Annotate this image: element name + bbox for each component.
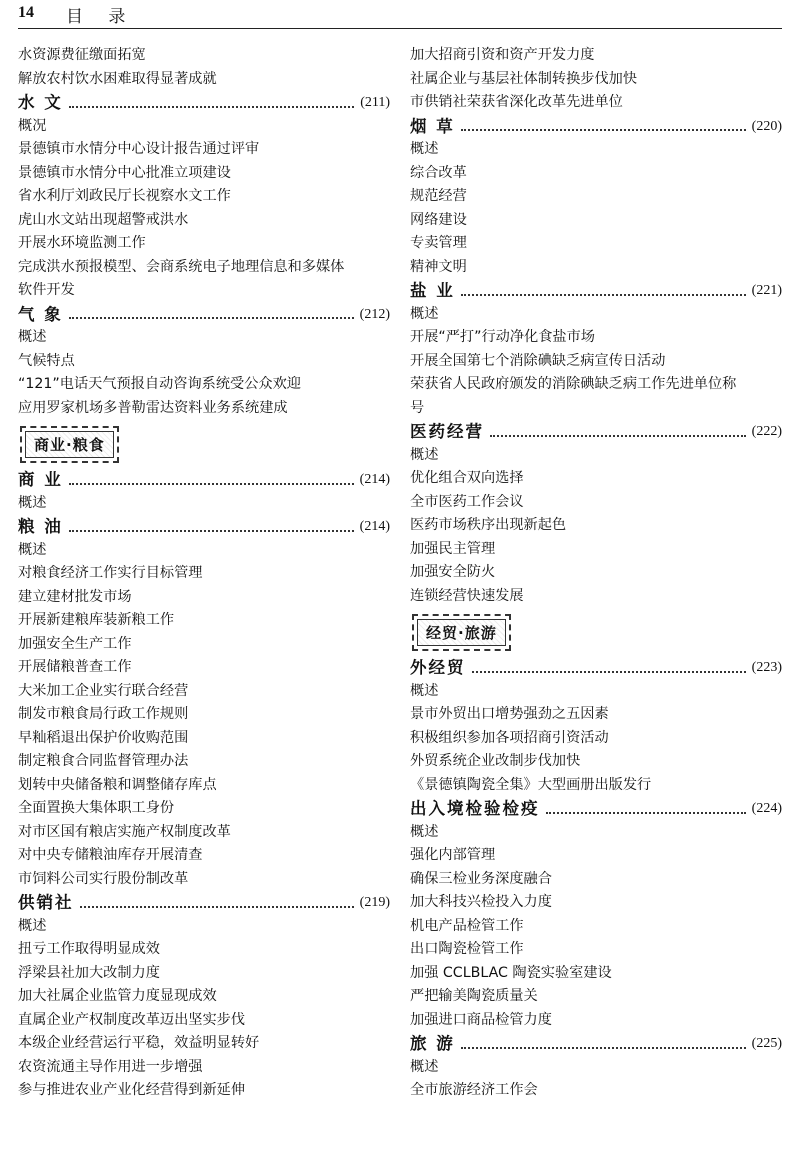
toc-entry: 软件开发 (18, 282, 75, 298)
dot-leader (490, 427, 746, 437)
section-title: 旅 游 (410, 1034, 455, 1053)
section-page-number: (211) (360, 95, 390, 110)
toc-entry: 开展水环境监测工作 (18, 235, 146, 251)
toc-entry: 解放农村饮水困难取得显著成就 (18, 70, 217, 87)
dot-leader (461, 1039, 746, 1049)
toc-entry: 省水利厅刘政民厅长视察水文工作 (18, 188, 231, 204)
toc-section-heading (410, 115, 782, 139)
toc-entry: 积极组织参加各项招商引资活动 (410, 729, 609, 746)
banner-frame (20, 426, 119, 463)
toc-entry: “121”电话天气预报自动咨询系统受公众欢迎 (18, 376, 301, 392)
toc-entry: 完成洪水预报模型、会商系统电子地理信息和多媒体 (18, 258, 345, 275)
toc-entry: 规范经营 (410, 188, 467, 204)
dot-leader (472, 663, 746, 673)
toc-section-heading (410, 279, 782, 303)
toc-entry: 综合改革 (410, 164, 467, 181)
toc-entry: 全市医药工作会议 (410, 493, 524, 510)
toc-entry: 开展全国第七个消除碘缺乏病宣传日活动 (410, 352, 666, 369)
toc-entry: 强化内部管理 (410, 847, 496, 863)
toc-entry: 建立建材批发市场 (18, 588, 132, 605)
toc-entry: 虎山水文站出现超警戒洪水 (18, 211, 189, 228)
dot-leader (69, 522, 354, 532)
section-title: 水 文 (18, 93, 63, 112)
toc-entry: 专卖管理 (410, 235, 467, 251)
section-title: 粮 油 (18, 517, 63, 536)
toc-entry: 直属企业产权制度改革迈出坚实步伐 (18, 1011, 246, 1028)
toc-entry: 气候特点 (18, 352, 75, 369)
banner-label: 商业·粮食 (25, 431, 114, 458)
toc-entry: 加大社属企业监管力度显现成效 (18, 988, 217, 1004)
toc-entry: 参与推进农业产业化经营得到新延伸 (18, 1082, 246, 1098)
toc-entry: 景德镇市水情分中心设计报告通过评审 (18, 141, 260, 157)
category-banner (18, 420, 390, 468)
toc-entry: 开展新建粮库装新粮工作 (18, 612, 175, 628)
section-title: 烟 草 (410, 116, 455, 136)
toc-entry: 概况 (18, 117, 47, 134)
toc-entry: 机电产品检管工作 (410, 917, 524, 934)
toc-entry: 开展“严打”行动净化食盐市场 (410, 329, 595, 345)
section-title: 外经贸 (410, 658, 466, 677)
toc-entry: 出口陶瓷检管工作 (410, 941, 524, 957)
toc-entry: 开展储粮普查工作 (18, 659, 132, 675)
dot-leader (69, 309, 354, 319)
toc-entry: 概述 (410, 1058, 439, 1075)
toc-entry: 《景德镇陶瓷全集》大型画册出版发行 (410, 776, 652, 793)
toc-entry: 加强进口商品检管力度 (410, 1011, 552, 1028)
toc-section-heading (18, 891, 390, 915)
toc-entry: 划转中央储备粮和调整储存库点 (18, 776, 217, 793)
toc-left-column (18, 44, 390, 1103)
toc-entry: 概述 (410, 823, 439, 840)
dot-leader (69, 98, 354, 108)
toc-entry: 医药市场秩序出现新起色 (410, 517, 567, 533)
dot-leader (461, 286, 746, 296)
toc-entry: 早籼稻退出保护价收购范围 (18, 729, 189, 746)
dot-leader (69, 475, 354, 485)
toc-entry: 概述 (18, 494, 47, 511)
toc-entry: 确保三检业务深度融合 (410, 870, 552, 887)
section-page-number: (212) (359, 306, 390, 322)
toc-entry: 概述 (410, 682, 439, 699)
section-page-number: (220) (751, 118, 782, 134)
dot-leader (80, 898, 354, 908)
toc-entry: 水资源费征缴面拓宽 (18, 47, 146, 63)
toc-entry: 全面置换大集体职工身份 (18, 800, 175, 816)
page-number: 14 (18, 4, 34, 21)
section-page-number: (214) (359, 472, 390, 487)
toc-section-heading (18, 91, 390, 115)
toc-entry: 概述 (18, 917, 47, 934)
toc-entry: 外贸系统企业改制步伐加快 (410, 753, 581, 769)
toc-entry: 加强安全防火 (410, 564, 496, 580)
dot-leader (461, 121, 746, 131)
toc-entry: 农资流通主导作用进一步增强 (18, 1058, 203, 1075)
section-page-number: (219) (359, 895, 390, 910)
category-banner (410, 608, 782, 656)
toc-entry: 制定粮食合同监督管理办法 (18, 753, 189, 769)
toc-entry: 市供销社荣获省深化改革先进单位 (410, 94, 623, 110)
toc-entry: 应用罗家机场多普勒雷达资料业务系统建成 (18, 399, 288, 416)
toc-entry: 概述 (410, 446, 439, 463)
toc-section-heading (410, 1032, 782, 1056)
toc-entry: 社属企业与基层社体制转换步伐加快 (410, 70, 638, 87)
section-page-number: (225) (751, 1036, 782, 1051)
section-title: 出入境检验检疫 (410, 799, 540, 818)
toc-entry: 景市外贸出口增势强劲之五因素 (410, 706, 609, 722)
toc-entry: 市饲料公司实行股份制改革 (18, 870, 189, 887)
toc-entry: 加强民主管理 (410, 540, 496, 557)
toc-entry: 对市区国有粮店实施产权制度改革 (18, 823, 231, 840)
section-title: 盐 业 (410, 281, 455, 300)
toc-section-heading (410, 797, 782, 821)
toc-entry: 连锁经营快速发展 (410, 587, 524, 604)
toc-entry: 对粮食经济工作实行目标管理 (18, 565, 203, 581)
section-page-number: (224) (751, 801, 782, 816)
toc-entry: 概述 (410, 305, 439, 322)
toc-entry: 全市旅游经济工作会 (410, 1082, 538, 1098)
banner-label: 经贸·旅游 (417, 619, 506, 646)
page-title: 目 录 (66, 7, 136, 27)
toc-right-column (410, 44, 782, 1103)
toc-section-heading (410, 420, 782, 444)
section-page-number: (222) (751, 424, 782, 439)
toc-entry: 概述 (18, 541, 47, 558)
section-title: 气 象 (18, 304, 63, 324)
toc-entry: 概述 (18, 329, 47, 345)
toc-entry: 严把输美陶瓷质量关 (410, 988, 538, 1004)
toc-entry: 加强安全生产工作 (18, 635, 132, 652)
toc-entry: 精神文明 (410, 258, 467, 275)
toc-entry: 对中央专储粮油库存开展清查 (18, 847, 203, 863)
toc-section-heading (18, 515, 390, 539)
toc-entry: 浮梁县社加大改制力度 (18, 964, 160, 981)
page-header (18, 0, 782, 29)
section-title: 供销社 (18, 893, 74, 912)
toc-section-heading (18, 303, 390, 327)
toc-entry: 加强 CCLBLAC 陶瓷实验室建设 (410, 964, 612, 981)
section-page-number: (221) (751, 283, 782, 298)
toc-entry: 荣获省人民政府颁发的消除碘缺乏病工作先进单位称 (410, 376, 737, 392)
toc-entry: 概述 (410, 141, 439, 157)
section-title: 商 业 (18, 470, 63, 489)
dot-leader (546, 804, 746, 814)
toc-entry: 加大招商引资和资产开发力度 (410, 47, 595, 63)
toc-entry: 号 (410, 399, 425, 416)
toc-entry: 网络建设 (410, 211, 467, 228)
toc-entry: 本级企业经营运行平稳，效益明显转好 (18, 1035, 260, 1051)
toc-entry: 大米加工企业实行联合经营 (18, 682, 189, 699)
section-page-number: (223) (751, 660, 782, 675)
section-page-number: (214) (359, 519, 390, 534)
toc-entry: 景德镇市水情分中心批准立项建设 (18, 164, 231, 181)
toc-entry: 优化组合双向选择 (410, 470, 524, 486)
toc-entry: 制发市粮食局行政工作规则 (18, 706, 189, 722)
section-title: 医药经营 (410, 422, 484, 441)
toc-entry: 加大科技兴检投入力度 (410, 894, 552, 910)
toc-section-heading (18, 468, 390, 492)
toc-section-heading (410, 656, 782, 680)
toc-entry: 扭亏工作取得明显成效 (18, 941, 160, 957)
banner-frame (412, 614, 511, 651)
